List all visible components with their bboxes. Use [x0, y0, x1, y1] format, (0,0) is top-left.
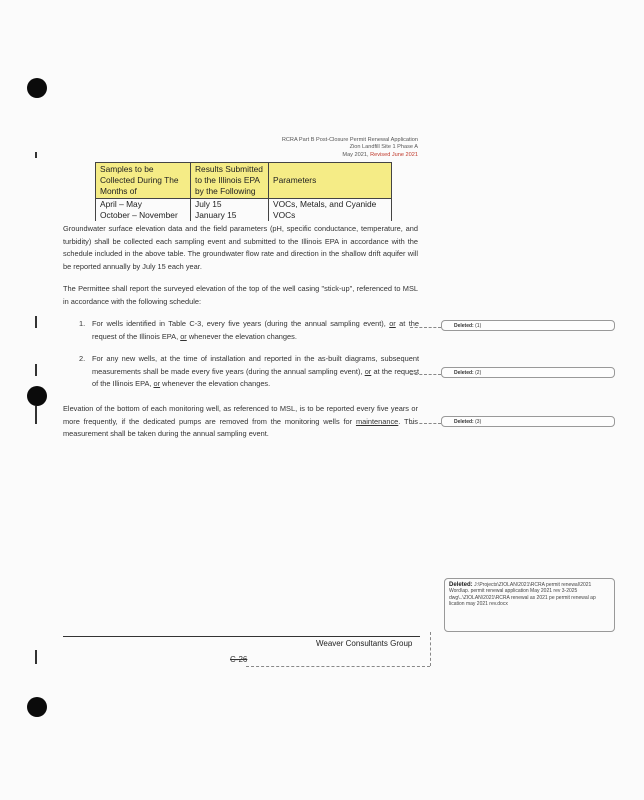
permittee-paragraph: The Permittee shall report the surveyed elevation of the top of the well casing "stick-up", referenced to MSL in accordance with the following schedule:	[63, 284, 418, 306]
change-bar	[35, 406, 37, 424]
footer-rule	[63, 636, 420, 637]
elevation-paragraph: Elevation of the bottom of each monitoring well, as referenced to MSL, is to be reported every five years or more frequently, if the dedicated pumps are removed from the monitoring wells for maintenance. This measurement shall be taken during the annual sampling event.	[63, 404, 419, 439]
deleted-comment[interactable]: Deleted: (2)	[441, 367, 615, 378]
comment-leader	[410, 423, 441, 424]
change-bar	[35, 316, 37, 328]
header-title: RCRA Part B Post-Closure Permit Renewal Application	[281, 137, 418, 143]
table-header: Samples to be Collected During The Months of	[96, 163, 191, 199]
sampling-schedule-table	[95, 162, 392, 221]
table-cell: VOCs	[269, 210, 392, 221]
table-row	[96, 199, 392, 211]
footer-company: Weaver Consultants Group	[316, 639, 413, 648]
change-bar	[35, 650, 37, 664]
list-number: 2.	[79, 354, 86, 363]
table-cell: April – May	[96, 199, 191, 211]
table-cell: January 15	[191, 210, 269, 221]
deleted-comment[interactable]: Deleted: (3)	[441, 416, 615, 427]
deleted-comment[interactable]: Deleted: (1)	[441, 320, 615, 331]
header-site: Zion Landfill Site 1 Phase A	[349, 144, 418, 151]
binder-hole-bottom	[27, 697, 47, 717]
comment-leader	[410, 374, 441, 375]
change-bar	[35, 364, 37, 376]
table-header: Results Submitted to the Illinois EPA by the Following	[191, 163, 269, 199]
binder-hole-top	[27, 78, 47, 98]
list-number: 1.	[79, 319, 86, 328]
table-cell: VOCs, Metals, and Cyanide	[269, 199, 392, 211]
list-text: For any new wells, at the time of installation and reported in the as-built diagrams, subsequent measurements shall be made every five years (during the annual sampling event), or at the request of the Illinois EPA, or whenever the elevation changes.	[92, 354, 420, 389]
groundwater-paragraph: Groundwater surface elevation data and the field parameters (pH, specific conductance, temperature, and turbidity) shall be collected each sampling event and submitted to the Illinois EPA in accordance with the schedule included in the above table. The groundwater flow rate and direction in the shallow drift aquifer will be reported annually by July 15 each year.	[63, 224, 418, 271]
comment-leader	[410, 327, 441, 328]
list-item	[79, 353, 419, 391]
table-row	[96, 210, 392, 221]
header-revision: Revised June 2021	[370, 151, 418, 158]
running-header	[282, 137, 418, 159]
page-number: C-26	[230, 655, 248, 664]
change-bar	[35, 152, 37, 158]
table-cell: October – November	[96, 210, 191, 221]
table-header: Parameters	[269, 163, 392, 199]
list-text: For wells identified in Table C-3, every five years (during the annual sampling event), or at the request of the Illinois EPA, or whenever the elevation changes.	[92, 319, 419, 341]
deleted-filepath-comment[interactable]: Deleted: J:\Projects\ZIOLAN\2021\RCRA permit renewal\2021 Word\ap. permit renewal application May 2021 rev 3-2025 dwg\..\ZIOLAN\2021\RCRA renewal as 2021 pe permit renewal ap lication may 2021 rev.docx	[444, 578, 615, 632]
table-cell: July 15	[191, 199, 269, 211]
comment-leader	[430, 632, 431, 666]
list-item	[79, 318, 419, 343]
binder-hole-middle	[27, 386, 47, 406]
header-date: May 2021, Revised June 2021	[342, 151, 418, 158]
comment-leader	[246, 666, 430, 667]
